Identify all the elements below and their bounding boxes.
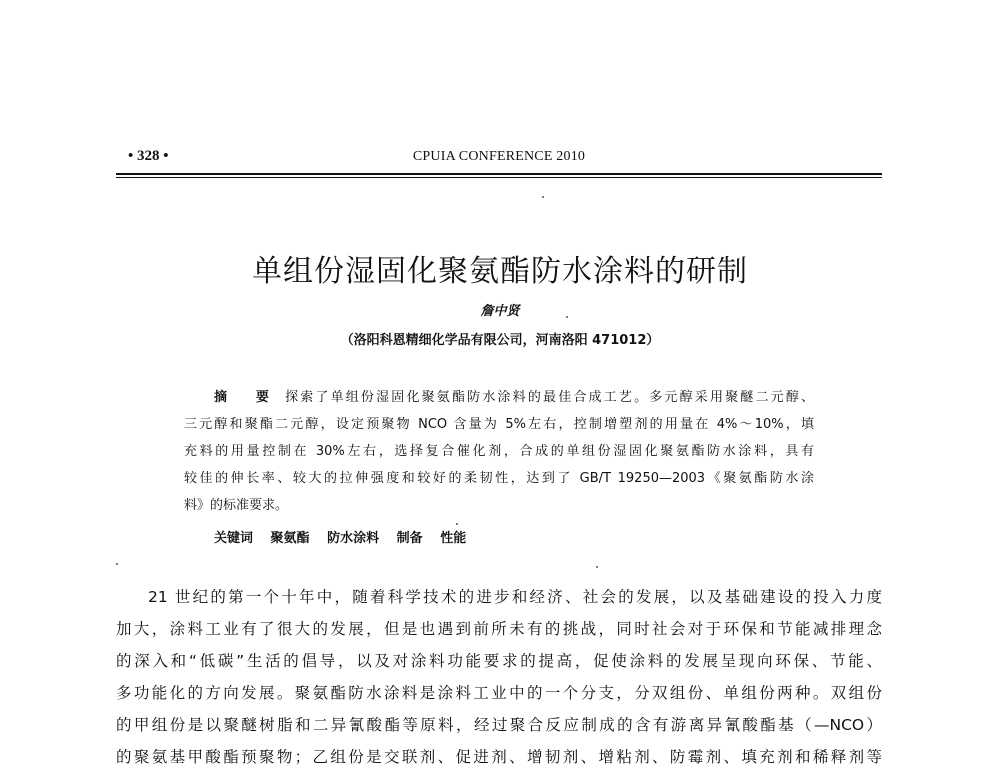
keyword: 防水涂料	[327, 531, 380, 546]
conference-name: CPUIA CONFERENCE 2010	[412, 149, 586, 164]
abstract-line-1	[184, 384, 814, 411]
keywords-label: 关键词	[214, 531, 254, 546]
body-line: 的聚氨基甲酸酯预聚物；乙组份是交联剂、促进剂、增韧剂、增粘剂、防霉剂、填充剂和稀释剂等	[116, 748, 882, 766]
keywords	[214, 527, 466, 546]
affiliation: （洛阳科恩精细化学品有限公司，河南洛阳 471012）	[340, 333, 660, 348]
scan-speck	[456, 523, 458, 525]
scan-speck	[542, 196, 544, 198]
body-line: 的甲组份是以聚醚树脂和二异氰酸酯等原料，经过聚合反应制成的含有游离异氰酸酯基（—NCO）	[116, 716, 882, 734]
body-line: 的深入和“低碳”生活的倡导，以及对涂料功能要求的提高，促使涂料的发展呈现向环保、节能、	[116, 652, 882, 670]
paper-title: 单组份湿固化聚氨酯防水涂料的研制	[252, 254, 748, 289]
header-rule-thin	[116, 177, 882, 178]
abstract-text: 探索了单组份湿固化聚氨酯防水涂料的最佳合成工艺。多元醇采用聚醚二元醇、	[285, 390, 814, 405]
abstract-line-2: 三元醇和聚酯二元醇，设定预聚物 NCO 含量为 5%左右，控制增塑剂的用量在 4%～10%，填	[184, 417, 814, 432]
keyword: 制备	[396, 531, 423, 546]
body-line: 加大，涂料工业有了很大的发展，但是也遇到前所未有的挑战，同时社会对于环保和节能减排理念	[116, 620, 882, 638]
scan-speck	[596, 566, 598, 568]
body-line: 21 世纪的第一个十年中，随着科学技术的进步和经济、社会的发展，以及基础建设的投入力度	[148, 588, 882, 606]
body-text	[116, 581, 882, 773]
abstract-line-3: 充料的用量控制在 30%左右，选择复合催化剂，合成的单组份湿固化聚氨酯防水涂料，具有	[184, 444, 814, 459]
abstract-label: 摘 要	[214, 390, 282, 405]
running-header	[116, 148, 882, 170]
abstract	[184, 384, 814, 519]
keyword: 性能	[440, 531, 467, 546]
author: 詹中贤	[480, 304, 520, 319]
scan-speck	[566, 316, 568, 318]
body-line: 多功能化的方向发展。聚氨酯防水涂料是涂料工业中的一个分支，分双组份、单组份两种。双组份	[116, 684, 882, 702]
abstract-line-4: 较佳的伸长率、较大的拉伸强度和较好的柔韧性，达到了 GB/T 19250—2003《聚氨酯防水涂	[184, 471, 814, 486]
scan-speck	[116, 563, 118, 565]
header-rule	[116, 173, 882, 175]
abstract-line-5: 料》的标准要求。	[184, 498, 289, 513]
page-number: • 328 •	[128, 148, 169, 164]
keyword: 聚氨酯	[270, 531, 310, 546]
